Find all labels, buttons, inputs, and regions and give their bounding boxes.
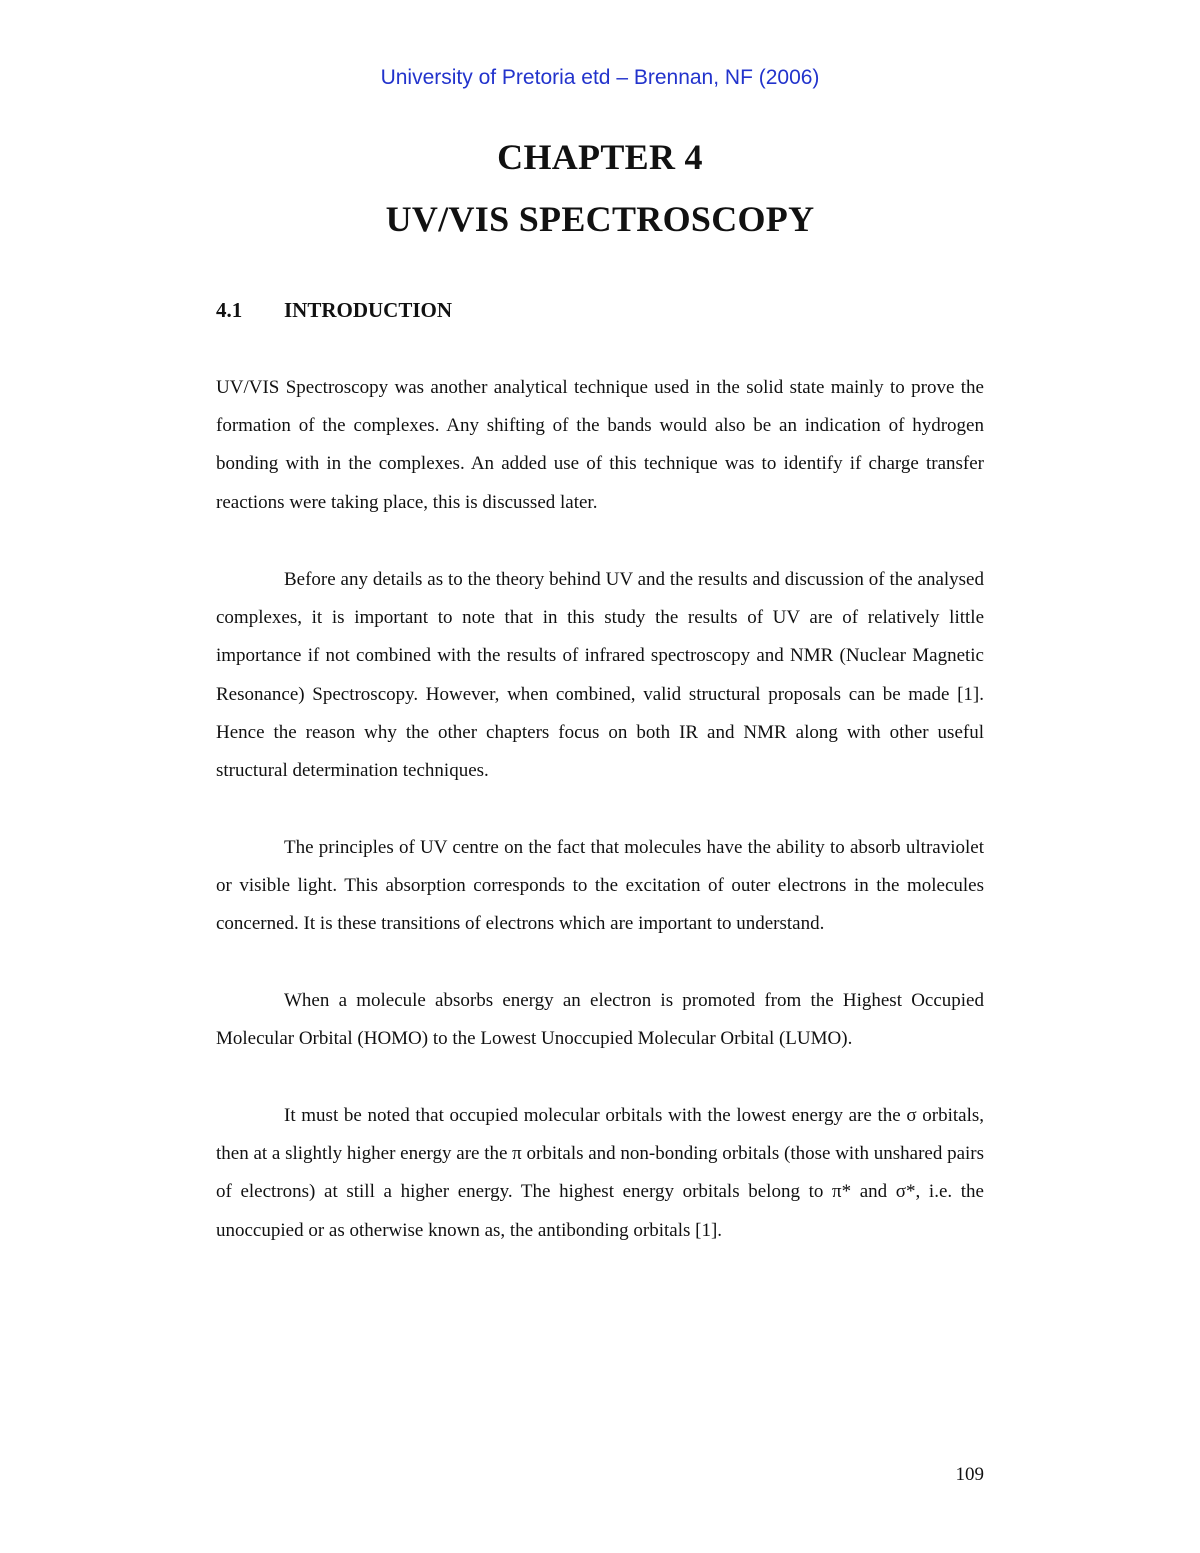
watermark-header: University of Pretoria etd – Brennan, NF (2006) [380,66,820,89]
paragraph-1: UV/VIS Spectroscopy was another analytical technique used in the solid state mainly to prove the formation of the complexes. Any shifting of the bands would also be an indication of hydrogen bonding with in the complexes. An added use of this technique was to identify if charge transfer reactions were taking place, this is discussed later. [216,377,984,513]
paragraph-3: The principles of UV centre on the fact that molecules have the ability to absorb ultraviolet or visible light. This absorption corresponds to the excitation of outer electrons in the molecules concerned. It is these transitions of electrons which are important to understand. [216,837,984,935]
section-title: INTRODUCTION [284,298,453,322]
chapter-title: CHAPTER 4 [497,137,703,177]
paragraph-4: When a molecule absorbs energy an electron is promoted from the Highest Occupied Molecular Orbital (HOMO) to the Lowest Unoccupied Molecular Orbital (LUMO). [216,990,984,1050]
paragraph-5: It must be noted that occupied molecular orbitals with the lowest energy are the σ orbitals, then at a slightly higher energy are the π orbitals and non-bonding orbitals (those with unshared pairs of electrons) at still a higher energy. The highest energy orbitals belong to π* and σ*, i.e. the unoccupied or as otherwise known as, the antibonding orbitals [1]. [216,1105,985,1241]
section-number: 4.1 [216,298,243,322]
paragraph-2: Before any details as to the theory behind UV and the results and discussion of the analysed complexes, it is important to note that in this study the results of UV are of relatively little importance if not combined with the results of infrared spectroscopy and NMR (Nuclear Magnetic Resonance) Spectroscopy. However, when combined, valid structural proposals can be made [1]. Hence the reason why the other chapters focus on both IR and NMR along with other useful structural determination techniques. [216,569,984,782]
page-number: 109 [955,1464,984,1485]
chapter-subtitle: UV/VIS SPECTROSCOPY [385,199,815,239]
section-heading [216,298,452,323]
